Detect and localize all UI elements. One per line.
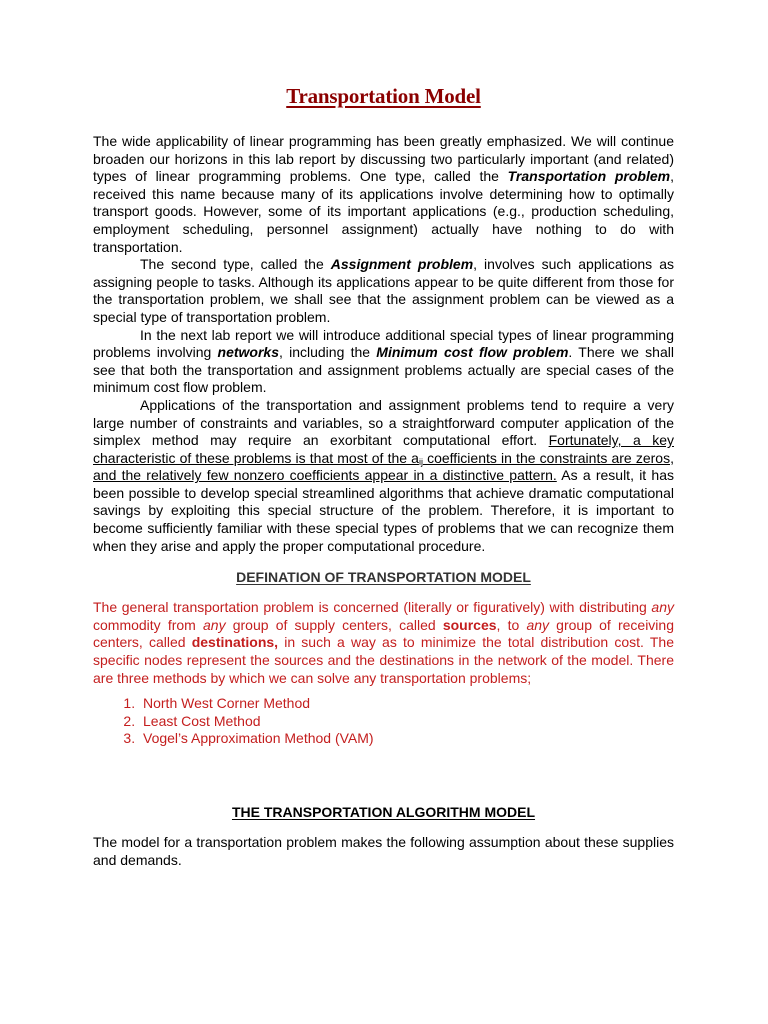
page-title: Transportation Model: [286, 84, 481, 108]
intro-p1-text-a: The wide applicability of linear programming has been greatly emphasized. We will continue broaden our horizons in this lab report by discussing two particularly important (and related) types of linear programming problems. One type, called the: [93, 133, 674, 185]
term-networks: networks: [217, 344, 279, 361]
intro-p4-text-a: Applications of the transportation and assignment problems tend to require a very large number of constraints and variables, so a straightforward computer application of the simplex method may require an exorbitant computational effort.: [93, 396, 674, 449]
list-item-north-west-corner: 1. North West Corner Method: [139, 695, 674, 713]
intro-p3-text-b: , including the: [278, 344, 377, 361]
intro-p4-underline-b: coefficients in the constraints are zeros, and the relatively few nonzero coefficients appear in a distinctive pattern.: [93, 449, 674, 484]
intro-p1-text-b: , received this name because many of its applications involve determining how to optimally transport goods. However, some of its important applications (e.g., production scheduling, employment scheduling, personnel assignment) actually have nothing to do with transportation.: [93, 168, 674, 255]
term-assignment-problem: Assignment problem: [330, 256, 474, 273]
intro-p4-underline-a: Fortunately, a key characteristic of these problems is that most of the a: [93, 432, 674, 466]
definition-text-5: group of receiving centers, called: [93, 616, 674, 651]
algorithm-heading: THE TRANSPORTATION ALGORITHM MODEL: [231, 804, 536, 820]
intro-paragraph-4: [93, 397, 674, 555]
algorithm-paragraph: The model for a transportation problem makes the following assumption about these supplies and demands.: [93, 834, 674, 868]
definition-text-6: in such a way as to minimize the total distribution cost. The specific nodes represent the sources and the destinations in the network of the model. There are three methods by which we can solve any transportation problems;: [93, 634, 674, 686]
emphasis-any-3: any: [526, 616, 550, 633]
methods-list: [93, 695, 674, 748]
intro-p4-text-b: As a result, it has been possible to develop special streamlined algorithms that achieve dramatic computational savings by exploiting this special structure of the problem. Therefore, it is important to become sufficiently familiar with these special types of problems that we can recognize them when they arise and apply the proper computational procedure.: [93, 467, 674, 554]
intro-paragraph-1: [93, 133, 674, 256]
definition-paragraph: [93, 599, 674, 687]
list-item-vam: 3. Vogel’s Approximation Method (VAM): [139, 730, 674, 748]
intro-p3-text-a: In the next lab report we will introduce additional special types of linear programming problems involving: [93, 326, 674, 361]
emphasis-any-1: any: [651, 599, 674, 616]
intro-p2-text-b: , involves such applications as assigning people to tasks. Although its applications appear to be quite different from those for the transportation problem, we shall see that the assignment problem can be viewed as a special type of transportation problem.: [93, 256, 674, 325]
subscript-ij: ij: [418, 456, 423, 467]
term-sources: sources: [442, 616, 497, 633]
intro-paragraph-3: [93, 327, 674, 397]
term-transportation-problem: Transportation problem: [507, 168, 671, 185]
definition-heading: DEFINATION OF TRANSPORTATION MODEL: [236, 569, 531, 586]
emphasis-any-2: any: [203, 616, 226, 633]
intro-p3-text-c: . There we shall see that both the transportation and assignment problems actually are special cases of the minimum cost flow problem.: [93, 344, 674, 396]
term-destinations: destinations,: [191, 634, 279, 651]
intro-p2-text-a: The second type, called the: [140, 256, 331, 273]
definition-text-2: commodity from: [93, 616, 203, 633]
list-item-least-cost: 2. Least Cost Method: [139, 713, 674, 731]
definition-text-3: group of supply centers, called: [225, 616, 443, 633]
term-minimum-cost-flow-problem: Minimum cost flow problem: [376, 344, 569, 361]
definition-text-4: , to: [496, 616, 527, 633]
intro-paragraph-2: [93, 256, 674, 326]
definition-text-1: The general transportation problem is concerned (literally or figuratively) with distributing: [93, 599, 652, 616]
